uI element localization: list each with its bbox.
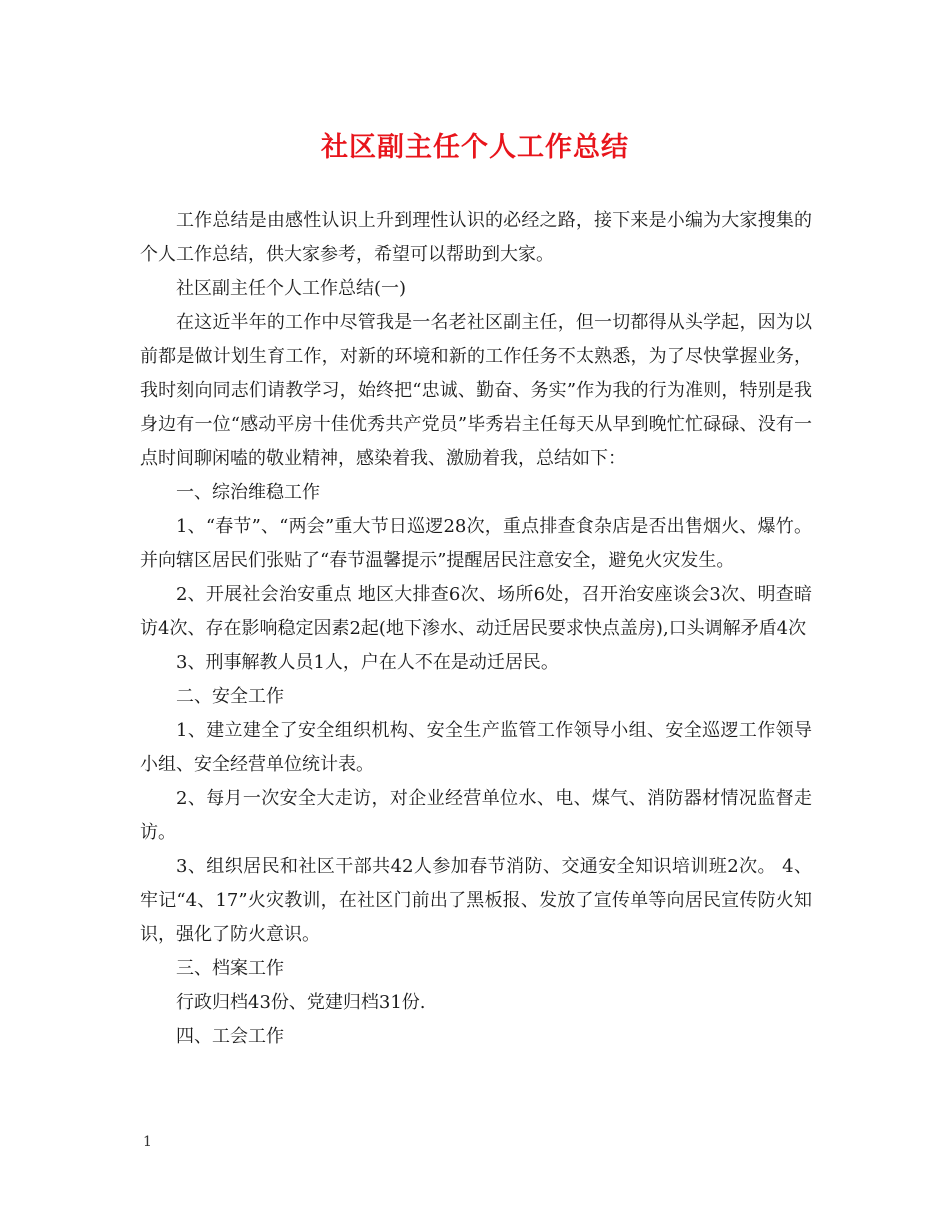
body-paragraph: 行政归档43份、党建归档31份.	[176, 992, 426, 1013]
intro-paragraph: 工作总结是由感性认识上升到理性认识的必经之路，接下来是小编为大家搜集的个人工作总结，供大家参考，希望可以帮助到大家。	[140, 210, 812, 265]
list-item: 3、组织居民和社区干部共42人参加春节消防、交通安全知识培训班2次。 4、牢记“4、17”火灾教训，在社区门前出了黑板报、发放了宣传单等向居民宣传防火知识，强化了防火意识。	[140, 856, 812, 945]
section-heading-1: 一、综治维稳工作	[176, 482, 320, 503]
list-item: 2、每月一次安全大走访，对企业经营单位水、电、煤气、消防器材情况监督走访。	[140, 788, 812, 843]
body-paragraph: 在这近半年的工作中尽管我是一名老社区副主任，但一切都得从头学起，因为以前都是做计划生育工作，对新的环境和新的工作任务不太熟悉，为了尽快掌握业务，我时刻向同志们请教学习，始终把“忠诚、勤奋、务实”作为我的行为准则，特别是我身边有一位“感动平房十佳优秀共产党员”毕秀岩主任每天从早到晚忙忙碌碌、没有一点时间聊闲嗑的敬业精神，感染着我、激励着我，总结如下：	[140, 312, 812, 469]
list-item: 3、刑事解教人员1人，户在人不在是动迁居民。	[176, 652, 559, 673]
section-heading-3: 三、档案工作	[176, 958, 284, 979]
list-item: 1、建立建全了安全组织机构、安全生产监管工作领导小组、安全巡逻工作领导小组、安全经营单位统计表。	[140, 720, 812, 775]
document-body	[140, 204, 812, 1054]
section-subtitle: 社区副主任个人工作总结(一)	[176, 278, 407, 299]
section-heading-2: 二、安全工作	[176, 686, 284, 707]
document-title: 社区副主任个人工作总结	[321, 132, 629, 163]
list-item: 1、“春节”、“两会”重大节日巡逻28次，重点排查食杂店是否出售烟火、爆竹。并向辖区居民们张贴了“春节温馨提示”提醒居民注意安全，避免火灾发生。	[140, 516, 812, 571]
page-number: 1	[143, 1134, 152, 1150]
list-item: 2、开展社会治安重点 地区大排查6次、场所6处，召开治安座谈会3次、明查暗访4次、存在影响稳定因素2起(地下渗水、动迁居民要求快点盖房),口头调解矛盾4次	[140, 584, 812, 639]
section-heading-4: 四、工会工作	[176, 1026, 284, 1047]
